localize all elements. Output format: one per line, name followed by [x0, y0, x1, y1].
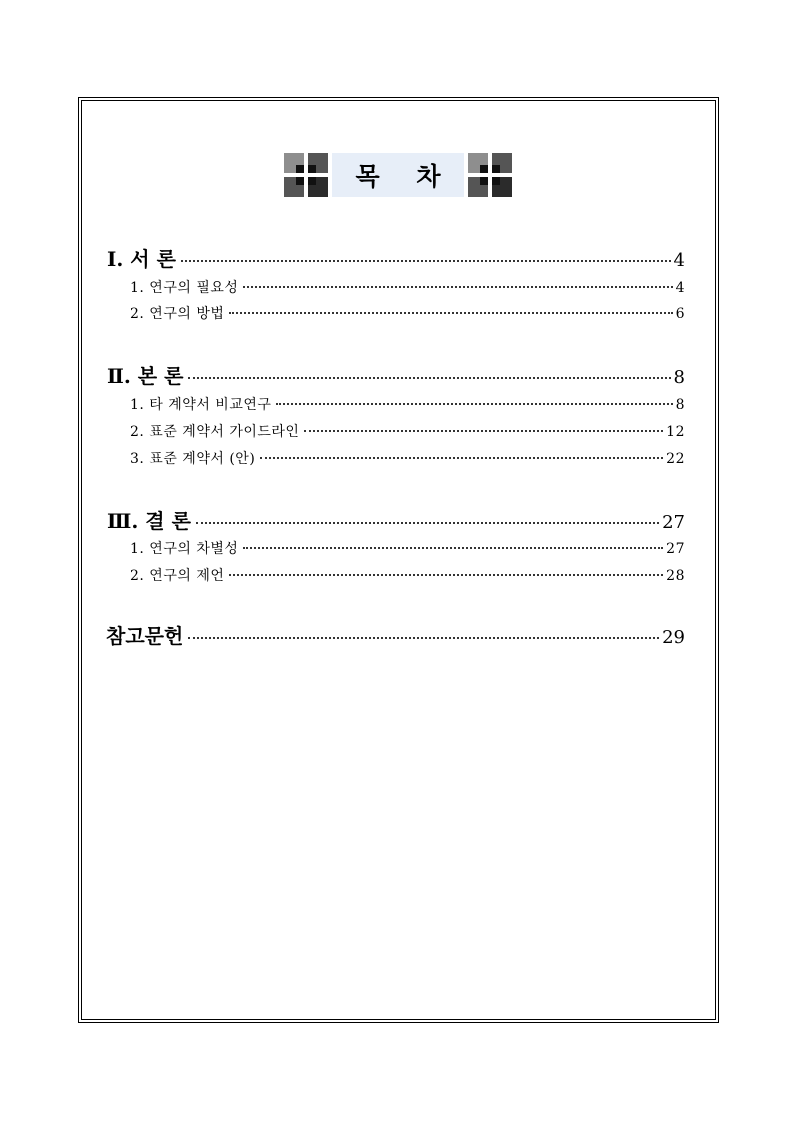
- toc-entry-conclusion[interactable]: [107, 505, 685, 534]
- toc-page-number: 4: [675, 280, 685, 296]
- toc-entry-references[interactable]: [106, 620, 685, 649]
- toc-entry-3-2[interactable]: [130, 565, 685, 585]
- dot-leader: [229, 574, 663, 576]
- toc-page-number: 22: [666, 451, 685, 467]
- toc-page-number: 27: [666, 541, 685, 557]
- dot-leader: [243, 286, 672, 288]
- dot-leader: [243, 547, 663, 549]
- dot-leader: [260, 457, 663, 459]
- toc-label: 1. 연구의 차별성: [130, 541, 239, 557]
- toc-label: 참고문헌: [106, 624, 184, 648]
- dot-leader: [188, 637, 659, 639]
- toc-label: 2. 표준 계약서 가이드라인: [130, 424, 300, 440]
- toc-label: Ⅱ. 본 론: [107, 364, 184, 388]
- toc-label: Ⅰ. 서 론: [107, 247, 176, 271]
- toc-label: 2. 연구의 제언: [130, 568, 225, 584]
- toc-entry-3-1[interactable]: [130, 538, 685, 558]
- toc-page-number: 8: [673, 367, 685, 388]
- toc-page-number: 29: [662, 627, 685, 648]
- toc-label: Ⅲ. 결 론: [107, 509, 191, 533]
- toc-entry-2-2[interactable]: [130, 421, 685, 441]
- toc-entry-main-body[interactable]: [107, 360, 685, 389]
- toc-page-number: 27: [662, 512, 685, 533]
- toc-page-number: 4: [673, 250, 685, 271]
- toc-label: 2. 연구의 방법: [130, 306, 225, 322]
- toc-page-number: 6: [675, 306, 685, 322]
- toc-page-number: 8: [675, 397, 685, 413]
- toc-page-number: 28: [666, 568, 685, 584]
- page-title: 목 차: [355, 162, 455, 191]
- toc-entry-1-2[interactable]: [130, 303, 685, 323]
- dot-leader: [276, 403, 672, 405]
- dot-leader: [229, 312, 672, 314]
- toc-entry-1-1[interactable]: [130, 277, 685, 297]
- toc-label: 3. 표준 계약서 (안): [130, 451, 256, 467]
- dot-leader: [196, 522, 659, 524]
- toc-entry-introduction[interactable]: [107, 243, 685, 272]
- dot-leader: [188, 377, 670, 379]
- toc-entry-2-3[interactable]: [130, 448, 685, 468]
- dot-leader: [304, 430, 663, 432]
- toc-entry-2-1[interactable]: [130, 394, 685, 414]
- toc-page-number: 12: [666, 424, 685, 440]
- toc-label: 1. 타 계약서 비교연구: [130, 397, 272, 413]
- dot-leader: [181, 260, 671, 262]
- toc-label: 1. 연구의 필요성: [130, 280, 239, 296]
